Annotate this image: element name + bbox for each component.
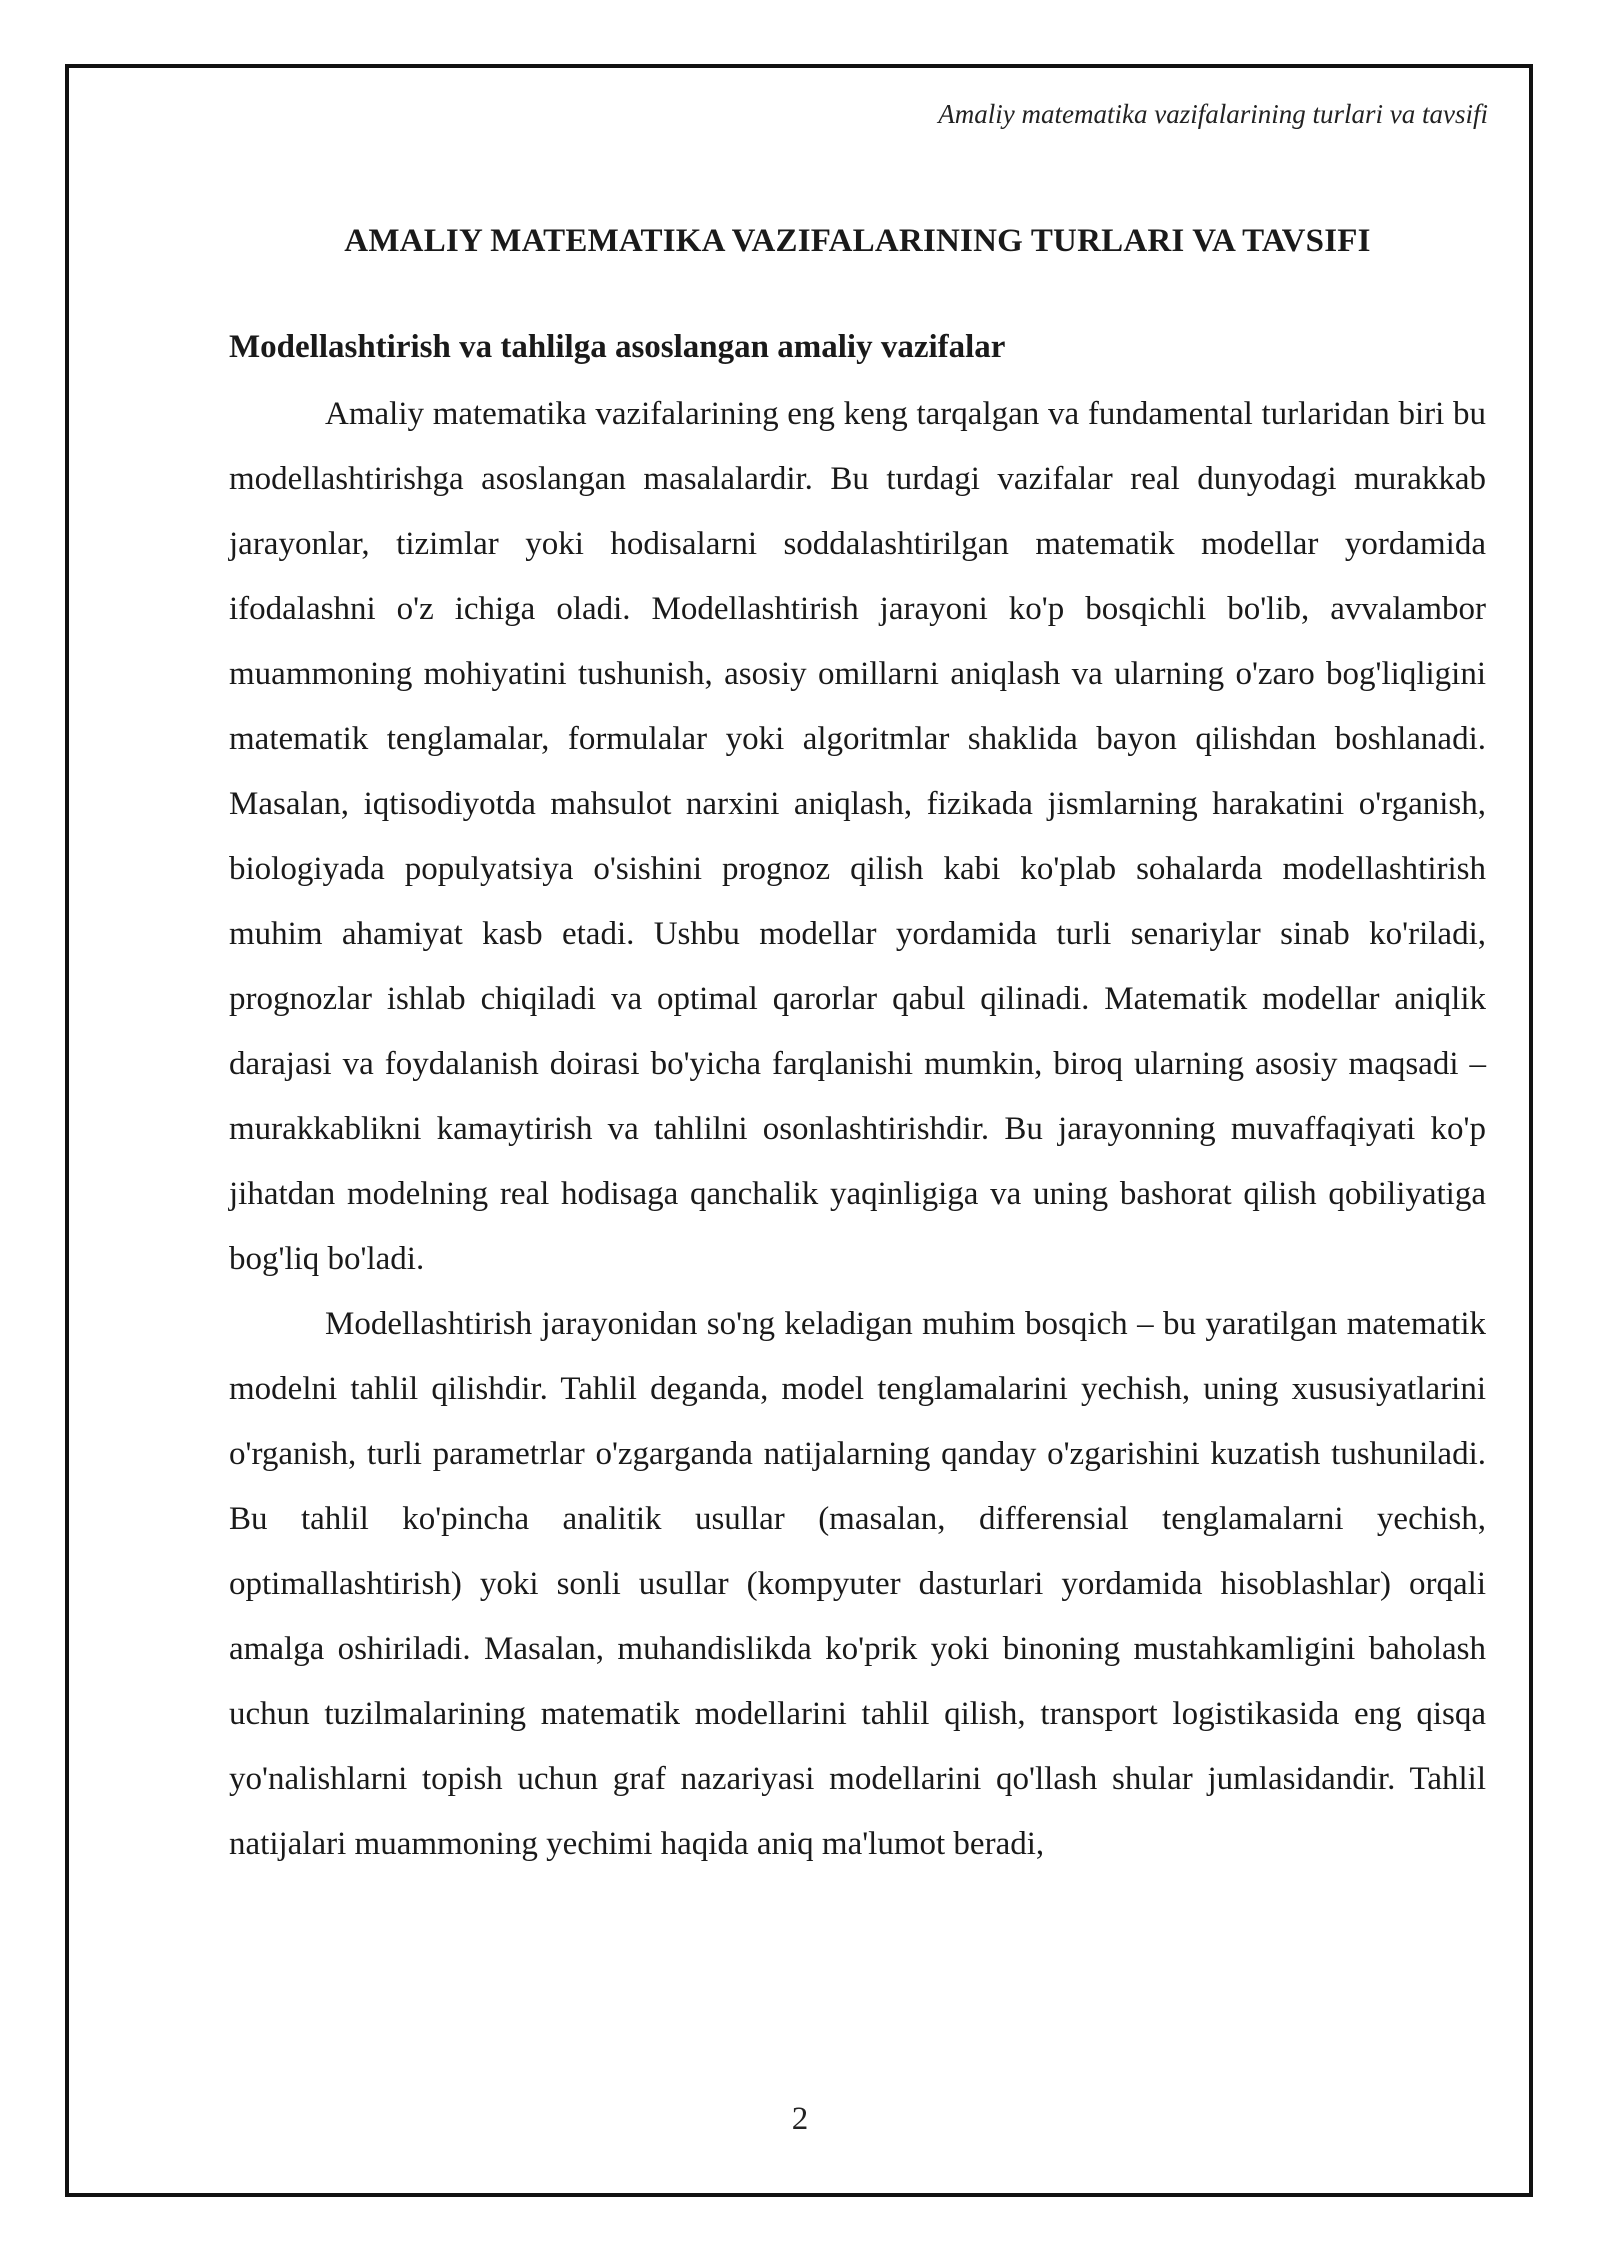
body-paragraph-1: Amaliy matematika vazifalarining eng keng tarqalgan va fundamental turlaridan biri bu modellashtirishga asoslangan masalalardir. Bu turdagi vazifalar real dunyodagi murakkab jarayonlar, tizimlar yoki hodisalarni soddalashtirilgan matematik modellar yordamida ifodalashni o'z ichiga oladi. Modellashtirish jarayoni ko'p bosqichli bo'lib, avvalambor muammoning mohiyatini tushunish, asosiy omillarni aniqlash va ularning o'zaro bog'liqligini matematik tenglamalar, formulalar yoki algoritmlar shaklida bayon qilishdan boshlanadi. Masalan, iqtisodiyotda mahsulot narxini aniqlash, fizikada jismlarning harakatini o'rganish, biologiyada populyatsiya o'sishini prognoz qilish kabi ko'plab sohalarda modellashtirish muhim ahamiyat kasb etadi. Ushbu modellar yordamida turli senariylar sinab ko'riladi, prognozlar ishlab chiqiladi va optimal qarorlar qabul qilinadi. Matematik modellar aniqlik darajasi va foydalanish doirasi bo'yicha farqlanishi mumkin, biroq ularning asosiy maqsadi – murakkablikni kamaytirish va tahlilni osonlashtirishdir. Bu jarayonning muvaffaqiyati ko'p jihatdan modelning real hodisaga qanchalik yaqinligiga va uning bashorat qilish qobiliyatiga bog'liq bo'ladi. xyxy=(229,396,1486,1277)
document-title: AMALIY MATEMATIKA VAZIFALARINING TURLARI VA TAVSIFI xyxy=(344,223,1371,259)
body-paragraph-2: Modellashtirish jarayonidan so'ng keladigan muhim bosqich – bu yaratilgan matematik modelni tahlil qilishdir. Tahlil deganda, model tenglamalarini yechish, uning xususiyatlarini o'rganish, turli parametrlar o'zgarganda natijalarning qanday o'zgarishini kuzatish tushuniladi. Bu tahlil ko'pincha analitik usullar (masalan, differensial tenglamalarni yechish, optimallashtirish) yoki sonli usullar (kompyuter dasturlari yordamida hisoblashlar) orqali amalga oshiriladi. Masalan, muhandislikda ko'prik yoki binoning mustahkamligini baholash uchun tuzilmalarining matematik modellarini tahlil qilish, transport logistikasida eng qisqa yo'nalishlarni topish uchun graf nazariyasi modellarini qo'llash shular jumlasidandir. Tahlil natijalari muammoning yechimi haqida aniq ma'lumot beradi, xyxy=(229,1306,1486,1862)
section-heading: Modellashtirish va tahlilga asoslangan amaliy vazifalar xyxy=(229,329,1006,365)
page-content xyxy=(229,206,1486,1877)
running-header: Amaliy matematika vazifalarining turlari va tavsifi xyxy=(938,99,1488,129)
page-number: 2 xyxy=(791,2101,809,2137)
